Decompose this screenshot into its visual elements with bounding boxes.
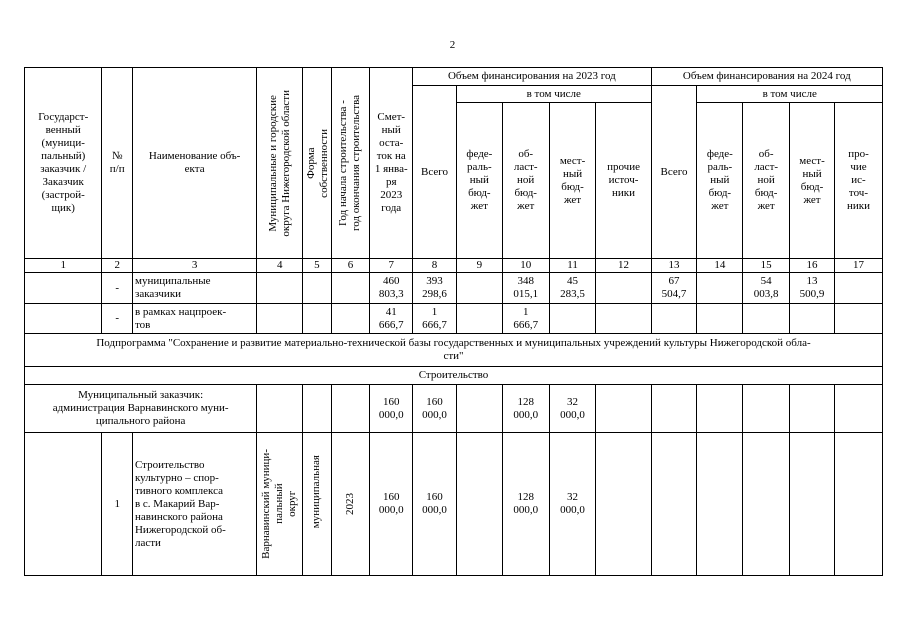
cell-district bbox=[257, 433, 303, 576]
header-ownership bbox=[303, 68, 332, 259]
header-total-2023: Всего bbox=[413, 86, 457, 259]
cell-total-2023: 393 298,6 bbox=[413, 273, 457, 304]
header-years bbox=[331, 68, 370, 259]
row-name: в рамках нацпроек- тов bbox=[132, 304, 256, 334]
cell-years bbox=[331, 433, 370, 576]
col-number: 3 bbox=[132, 259, 256, 273]
header-regional-2023: об- ласт- ной бюд- жет bbox=[502, 103, 549, 259]
header-years-text: Год начала строительства - год окончания строительства bbox=[337, 95, 363, 231]
header-fin-2024: Объем финансирования на 2024 год bbox=[651, 68, 882, 86]
header-federal-2023: феде- раль- ный бюд- жет bbox=[456, 103, 502, 259]
cell-total-2024: 67 504,7 bbox=[651, 273, 697, 304]
header-fin-2023: Объем финансирования на 2023 год bbox=[413, 68, 651, 86]
col-number: 14 bbox=[697, 259, 743, 273]
cell-local-2024: 13 500,9 bbox=[790, 273, 835, 304]
cell-regional-2023: 128 000,0 bbox=[502, 385, 549, 433]
header-customer: Государст- венный (муници- пальный) заказчик / Заказчик (застрой- щик) bbox=[25, 68, 102, 259]
row-name: Строительство культурно – спор- тивного комплекса в с. Макарий Вар- навинского района Нижегородской об- ласти bbox=[132, 433, 256, 576]
col-number: 8 bbox=[413, 259, 457, 273]
cell-estimate: 160 000,0 bbox=[370, 385, 413, 433]
header-regional-2024: об- ласт- ной бюд- жет bbox=[743, 103, 790, 259]
cell-total-2023: 160 000,0 bbox=[413, 385, 457, 433]
header-total-2024: Всего bbox=[651, 86, 697, 259]
col-number: 12 bbox=[596, 259, 651, 273]
header-districts-text: Муниципальные и городские округа Нижегородской области bbox=[266, 89, 292, 237]
header-districts bbox=[257, 68, 303, 259]
district-text: Варнавинский муници- пальный округ bbox=[260, 449, 299, 559]
col-number: 1 bbox=[25, 259, 102, 273]
col-number: 9 bbox=[456, 259, 502, 273]
header-local-2023: мест- ный бюд- жет bbox=[549, 103, 596, 259]
col-number: 11 bbox=[549, 259, 596, 273]
col-number: 4 bbox=[257, 259, 303, 273]
col-number: 5 bbox=[303, 259, 332, 273]
header-ownership-text: Форма собственности bbox=[305, 128, 331, 198]
cell-estimate: 160 000,0 bbox=[370, 433, 413, 576]
page-number: 2 bbox=[449, 39, 456, 51]
header-other-2023: прочие источ- ники bbox=[596, 103, 651, 259]
header-estimate: Смет- ный оста- ток на 1 янва- ря 2023 года bbox=[370, 68, 413, 259]
row-num: - bbox=[102, 304, 133, 334]
subprogram-title: Подпрограмма "Сохранение и развитие материально-технической базы государственных и муниципальных учреждений культуры Нижегородской обла- сти" bbox=[25, 334, 883, 367]
cell-regional-2023: 128 000,0 bbox=[502, 433, 549, 576]
cell-ownership bbox=[303, 433, 332, 576]
header-including-2023: в том числе bbox=[456, 86, 651, 103]
cell-total-2023: 1 666,7 bbox=[413, 304, 457, 334]
row-num: 1 bbox=[102, 433, 133, 576]
cell-regional-2023: 348 015,1 bbox=[502, 273, 549, 304]
cell-regional-2023: 1 666,7 bbox=[502, 304, 549, 334]
cell-local-2023: 32 000,0 bbox=[549, 433, 596, 576]
row-num: - bbox=[102, 273, 133, 304]
cell-local-2023: 45 283,5 bbox=[549, 273, 596, 304]
header-federal-2024: феде- раль- ный бюд- жет bbox=[697, 103, 743, 259]
header-other-2024: про- чие ис- точ- ники bbox=[834, 103, 882, 259]
ownership-text: муниципальная bbox=[310, 455, 323, 529]
cell-regional-2024: 54 003,8 bbox=[743, 273, 790, 304]
header-including-2024: в том числе bbox=[697, 86, 883, 103]
col-number: 16 bbox=[790, 259, 835, 273]
col-number: 7 bbox=[370, 259, 413, 273]
column-numbers-row bbox=[25, 259, 883, 273]
table-row bbox=[25, 385, 883, 433]
table-row bbox=[25, 304, 883, 334]
table-row bbox=[25, 273, 883, 304]
col-number: 10 bbox=[502, 259, 549, 273]
col-number: 17 bbox=[834, 259, 882, 273]
table-row bbox=[25, 433, 883, 576]
cell-total-2023: 160 000,0 bbox=[413, 433, 457, 576]
years-text: 2023 bbox=[343, 493, 356, 515]
col-number: 15 bbox=[743, 259, 790, 273]
col-number: 2 bbox=[102, 259, 133, 273]
section-title: Строительство bbox=[25, 367, 883, 385]
header-object-name: Наименование объ- екта bbox=[132, 68, 256, 259]
financing-table bbox=[24, 67, 883, 576]
cell-estimate: 41 666,7 bbox=[370, 304, 413, 334]
municipal-customer-label: Муниципальный заказчик: администрация Варнавинского муни- ципального района bbox=[25, 385, 257, 433]
cell-estimate: 460 803,3 bbox=[370, 273, 413, 304]
col-number: 13 bbox=[651, 259, 697, 273]
row-name: муниципальные заказчики bbox=[132, 273, 256, 304]
header-num: № п/п bbox=[102, 68, 133, 259]
header-local-2024: мест- ный бюд- жет bbox=[790, 103, 835, 259]
cell-local-2023: 32 000,0 bbox=[549, 385, 596, 433]
col-number: 6 bbox=[331, 259, 370, 273]
